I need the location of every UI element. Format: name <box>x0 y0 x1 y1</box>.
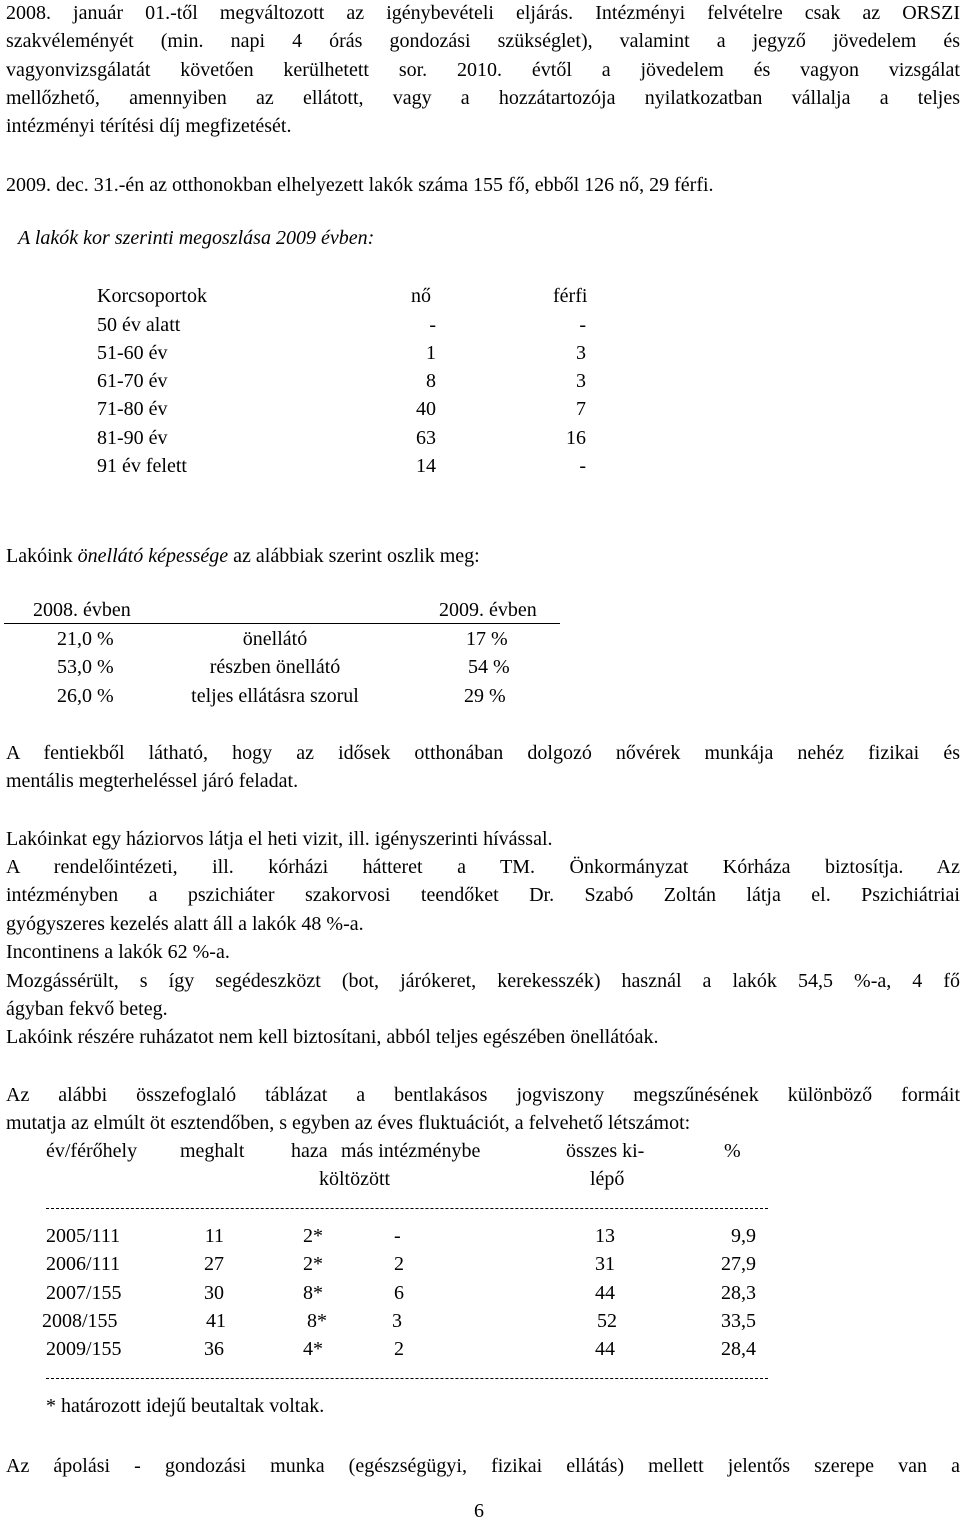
care-line: ágyban fekvő beteg. <box>6 998 168 1020</box>
care-line: A rendelőintézeti, ill. kórházi hátteret a TM. Önkormányzat Kórháza biztosítja. Az <box>6 856 960 878</box>
care-line: Incontinens a lakók 62 %-a. <box>6 941 230 963</box>
fluct-cell-home: 8* <box>303 1282 323 1304</box>
fluct-header-year: év/férőhely <box>46 1140 138 1162</box>
care-paragraph-mobility <box>6 967 960 995</box>
care-line: intézményben a pszichiáter szakorvosi teendőket Dr. Szabó Zoltán látja el. Pszichiátriai <box>6 884 960 907</box>
intro-line-last: intézményi térítési díj megfizetését. <box>6 115 292 137</box>
fluct-cell-percent: 27,9 <box>721 1253 756 1275</box>
fluct-header-total: összes ki- <box>566 1140 645 1162</box>
age-header-female: nő <box>411 285 431 307</box>
self-care-category: önellátó <box>242 628 308 650</box>
self-care-heading-c: az alábbiak szerint oszlik meg: <box>228 545 480 567</box>
age-row-female: 40 <box>416 398 436 420</box>
fluct-header-other: más intézménybe <box>341 1140 481 1162</box>
intro-paragraph <box>6 0 960 113</box>
table-separator-top <box>46 1208 768 1209</box>
self-care-2008-value: 21,0 % <box>57 628 114 650</box>
fluct-cell-died: 11 <box>204 1225 224 1247</box>
care-line: gyógyszeres kezelés alatt áll a lakók 48 %-a. <box>6 913 364 935</box>
summary-paragraph-1 <box>6 739 960 767</box>
age-row-male: - <box>579 314 586 336</box>
fluct-cell-home: 2* <box>303 1253 323 1275</box>
fluct-header-home: haza <box>291 1140 328 1162</box>
self-care-col-2008: 2008. évben <box>33 599 131 621</box>
fluct-cell-died: 27 <box>204 1253 224 1275</box>
self-care-heading-b: önellátó képessége <box>77 545 229 567</box>
self-care-heading-a: Lakóink <box>6 545 78 567</box>
fluct-cell-other: 3 <box>392 1310 402 1332</box>
residents-count: 2009. dec. 31.-én az otthonokban elhelyezett lakók száma 155 fő, ebből 126 nő, 29 férfi. <box>6 174 714 196</box>
age-row-female: - <box>429 314 436 336</box>
self-care-2009-value: 29 % <box>464 685 506 707</box>
fluct-cell-total: 44 <box>595 1282 615 1304</box>
fluct-cell-home: 8* <box>307 1310 327 1332</box>
fluct-cell-other: 2 <box>394 1338 404 1360</box>
fluct-header-died: meghalt <box>180 1140 245 1162</box>
summary-line-last: mutatja az elmúlt öt esztendőben, s egyben az éves fluktuációt, a felvehető létszámot: <box>6 1112 691 1134</box>
care-line: Lakóinkat egy háziorvos látja el heti vizit, ill. igényszerinti hívással. <box>6 828 553 850</box>
summary-line: Az alábbi összefoglaló táblázat a bentlakásos jogviszony megszűnésének különböző formáit <box>6 1084 960 1106</box>
age-row-group: 50 év alatt <box>97 314 181 336</box>
age-row-male: 3 <box>576 342 586 364</box>
fluct-cell-died: 30 <box>204 1282 224 1304</box>
age-row-group: 91 év felett <box>97 455 187 477</box>
age-row-female: 1 <box>426 342 436 364</box>
self-care-category: teljes ellátásra szorul <box>191 685 359 707</box>
self-care-2009-value: 54 % <box>468 656 510 678</box>
closing-line: Az ápolási - gondozási munka (egészségügyi, fizikai ellátás) mellett jelentős szerepe van a <box>6 1455 960 1477</box>
age-row-male: - <box>579 455 586 477</box>
age-row-male: 3 <box>576 370 586 392</box>
fluct-header-moved: költözött <box>319 1168 391 1190</box>
fluct-cell-year: 2005/111 <box>46 1225 121 1247</box>
age-row-male: 16 <box>566 427 586 449</box>
fluct-cell-died: 36 <box>204 1338 224 1360</box>
fluct-cell-year: 2008/155 <box>42 1310 118 1332</box>
fluct-cell-percent: 33,5 <box>721 1310 756 1332</box>
fluct-cell-percent: 9,9 <box>731 1225 756 1247</box>
closing-paragraph <box>6 1452 960 1480</box>
age-row-male: 7 <box>576 398 586 420</box>
self-care-col-2009: 2009. évben <box>439 599 537 621</box>
fluct-cell-home: 2* <box>303 1225 323 1247</box>
fluct-cell-year: 2009/155 <box>46 1338 122 1360</box>
summary-line: A fentiekből látható, hogy az idősek otthonában dolgozó nővérek munkája nehéz fizikai és <box>6 742 960 764</box>
self-care-2008-value: 53,0 % <box>57 656 114 678</box>
fluct-footnote: * határozott idejű beutaltak voltak. <box>46 1395 325 1417</box>
fluct-cell-other: 2 <box>394 1253 404 1275</box>
age-row-female: 63 <box>416 427 436 449</box>
fluct-header-leaving: lépő <box>590 1168 625 1190</box>
fluct-cell-total: 44 <box>595 1338 615 1360</box>
age-header-group: Korcsoportok <box>97 285 207 307</box>
fluct-cell-died: 41 <box>206 1310 226 1332</box>
self-care-category: részben önellátó <box>209 656 341 678</box>
fluct-cell-total: 31 <box>595 1253 615 1275</box>
fluct-cell-home: 4* <box>303 1338 323 1360</box>
age-row-group: 61-70 év <box>97 370 168 392</box>
fluct-cell-other: - <box>394 1225 401 1247</box>
age-table-title: A lakók kor szerinti megoszlása 2009 évben: <box>18 227 375 249</box>
fluct-cell-year: 2006/111 <box>46 1253 121 1275</box>
intro-line: 2008. január 01.-től megváltozott az igénybevételi eljárás. Intézményi felvételre csak az ORSZI <box>6 2 960 24</box>
fluct-cell-percent: 28,3 <box>721 1282 756 1304</box>
age-header-male: férfi <box>553 285 588 307</box>
intro-line: szakvéleményét (min. napi 4 órás gondozási szükséglet), valamint a jegyző jövedelem és <box>6 30 960 53</box>
self-care-header-underline <box>4 623 560 624</box>
intro-line: mellőzhető, amennyiben az ellátott, vagy a hozzátartozója nyilatkozatban vállalja a teljes <box>6 87 960 110</box>
age-row-group: 81-90 év <box>97 427 168 449</box>
fluct-cell-total: 52 <box>597 1310 617 1332</box>
age-row-group: 71-80 év <box>97 398 168 420</box>
fluct-cell-percent: 28,4 <box>721 1338 756 1360</box>
fluct-cell-year: 2007/155 <box>46 1282 122 1304</box>
intro-line: vagyonvizsgálatát követően kerülhetett sor. 2010. évtől a jövedelem és vagyon vizsgálat <box>6 58 960 81</box>
age-row-group: 51-60 év <box>97 342 168 364</box>
summary-line-last: mentális megterheléssel járó feladat. <box>6 770 299 792</box>
self-care-2008-value: 26,0 % <box>57 685 114 707</box>
table-separator-bottom <box>46 1378 768 1379</box>
age-row-female: 8 <box>426 370 436 392</box>
fluct-cell-other: 6 <box>394 1282 404 1304</box>
care-paragraph <box>6 853 960 910</box>
fluct-header-percent: % <box>724 1140 741 1162</box>
care-line: Lakóink részére ruházatot nem kell biztosítani, abból teljes egészében önellátóak. <box>6 1026 659 1048</box>
age-row-female: 14 <box>416 455 436 477</box>
summary-paragraph-2 <box>6 1081 960 1109</box>
self-care-2009-value: 17 % <box>466 628 508 650</box>
fluct-cell-total: 13 <box>595 1225 615 1247</box>
care-line: Mozgássérült, s így segédeszközt (bot, járókeret, kerekesszék) használ a lakók 54,5 %-a, 4 fő <box>6 970 960 992</box>
self-care-heading <box>6 544 480 568</box>
page-number: 6 <box>474 1500 484 1522</box>
